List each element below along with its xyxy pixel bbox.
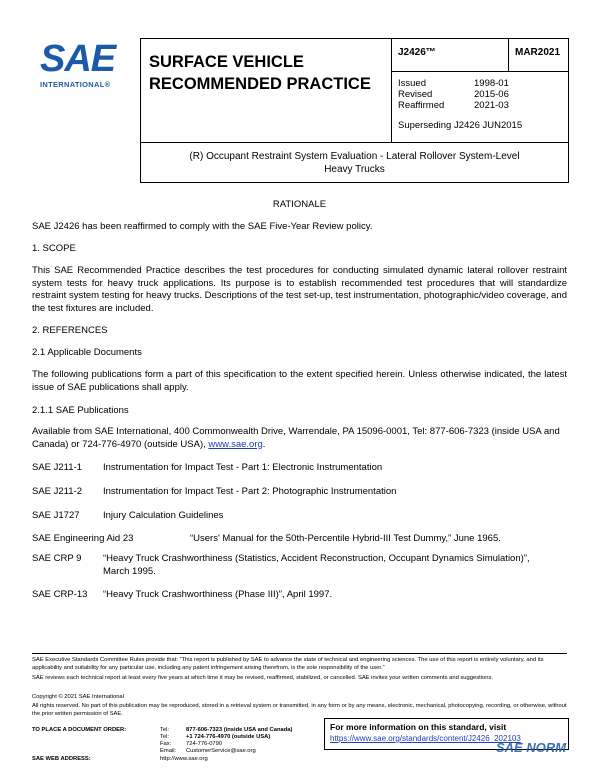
- reference-code: SAE CRP 9: [32, 553, 82, 564]
- email-label: Email:: [160, 748, 177, 754]
- sae-publications-heading: 2.1.1 SAE Publications: [32, 405, 129, 416]
- tel-label: Tel:: [160, 727, 170, 733]
- logo-subtext: INTERNATIONAL®: [40, 80, 111, 89]
- document-date-box: [509, 38, 569, 72]
- revised-label: Revised: [398, 89, 433, 100]
- document-type: [149, 51, 371, 95]
- document-id: J2426™: [398, 47, 436, 58]
- reference-title: Injury Calculation Guidelines: [103, 510, 224, 521]
- reference-title-line2: March 1995.: [103, 566, 156, 577]
- references-heading: 2. REFERENCES: [32, 325, 108, 336]
- document-type-line1: SURFACE VEHICLE: [149, 53, 304, 71]
- reference-title: Instrumentation for Impact Test - Part 1: Electronic Instrumentation: [103, 462, 383, 473]
- tel-value: 877-606-7323 (inside USA and Canada): [186, 727, 293, 733]
- reaffirmed-value: 2021-03: [474, 100, 509, 111]
- availability-body: Available from SAE International, 400 Commonwealth Drive, Warrendale, PA 15096-0001, Tel: 877-606-7323 (inside USA and Canada) or 724-776-4970 (outside USA),: [32, 426, 560, 450]
- revised-row: [398, 89, 509, 100]
- reference-code: SAE J1727: [32, 510, 80, 521]
- review-policy-text: SAE reviews each technical report at least every five years at which time it may be revised, reaffirmed, stabilized, or cancelled. SAE invites your written comments and suggestions.: [32, 675, 493, 681]
- sae-website-link[interactable]: www.sae.org: [208, 438, 263, 450]
- reference-title-line1: “Heavy Truck Crashworthiness (Statistics, Accident Reconstruction, Occupant Dynamics Simulation)”,: [103, 553, 530, 564]
- scope-heading: 1. SCOPE: [32, 243, 76, 254]
- web-value[interactable]: http://www.sae.org: [160, 756, 208, 762]
- committee-rules-text: SAE Executive Standards Committee Rules provide that: “This report is published by SAE to advance the state of technical and engineering sciences. The use of this report is entirely voluntary, and its applicability and suitability for any particular use, including any patent infringement arising therefrom, is the sole responsibility of the user.”: [32, 657, 544, 671]
- reaffirmed-label: Reaffirmed: [398, 100, 445, 111]
- availability-end: .: [262, 438, 266, 450]
- reference-title: “Users' Manual for the 50th-Percentile Hybrid-III Test Dummy,” June 1965.: [190, 533, 501, 544]
- scope-text: This SAE Recommended Practice describes the test procedures for conducting simulated dynamic lateral rollover restraint system tests for heavy truck applications. Its purpose is to establish recommended test procedures that will standardize restraint system testing for heavy trucks. Descriptions of the test set-up, test instrumentation, photographic/video coverage, and the test fixtures are included.: [32, 265, 567, 314]
- reaffirmed-row: [398, 100, 509, 111]
- reference-code: SAE J211-2: [32, 486, 82, 497]
- applicable-documents-heading: 2.1 Applicable Documents: [32, 347, 142, 358]
- reference-code: SAE Engineering Aid 23: [32, 533, 134, 544]
- reference-code: SAE CRP-13: [32, 589, 88, 600]
- document-subject: [140, 143, 569, 183]
- issued-row: [398, 78, 509, 89]
- copyright-text: Copyright © 2021 SAE International: [32, 694, 124, 700]
- document-id-box: [392, 38, 509, 72]
- document-type-line2: RECOMMENDED PRACTICE: [149, 75, 371, 93]
- applicable-documents-text: The following publications form a part of this specification to the extent specified herein. Unless otherwise indicated, the latest issue of SAE publications shall apply.: [32, 369, 567, 393]
- reference-title: Instrumentation for Impact Test - Part 2: Photographic Instrumentation: [103, 486, 397, 497]
- logo-text: SAE: [40, 38, 116, 80]
- fax-label: Fax:: [160, 741, 172, 747]
- availability-text: [32, 426, 567, 451]
- issued-value: 1998-01: [474, 78, 509, 89]
- superseding: Superseding J2426 JUN2015: [398, 120, 523, 131]
- revised-value: 2015-06: [474, 89, 509, 100]
- tel2-label: Tel:: [160, 734, 170, 740]
- rights-text: All rights reserved. No part of this publication may be reproduced, stored in a retrieval system or transmitted, in any form or by any means, electronic, mechanical, photocopying, recording, or otherwise, without the prior written permission of SAE.: [32, 703, 567, 717]
- rationale-text: SAE J2426 has been reaffirmed to comply with the SAE Five-Year Review policy.: [32, 221, 373, 232]
- document-date: MAR2021: [515, 47, 561, 58]
- document-type-box: [140, 38, 392, 143]
- email-value[interactable]: CustomerService@sae.org: [186, 748, 256, 754]
- subject-line1: (R) Occupant Restraint System Evaluation - Lateral Rollover System-Level: [189, 151, 520, 162]
- reference-title: “Heavy Truck Crashworthiness (Phase III)”, April 1997.: [103, 589, 333, 600]
- sae-logo: [32, 38, 138, 96]
- tel2-value: +1 724-776-4970 (outside USA): [186, 734, 271, 740]
- issued-label: Issued: [398, 78, 426, 89]
- issue-history-box: [392, 72, 569, 143]
- sae-norm-watermark: SAE NORM: [496, 740, 567, 755]
- reference-code: SAE J211-1: [32, 462, 82, 473]
- order-label: TO PLACE A DOCUMENT ORDER:: [32, 727, 127, 733]
- web-label: SAE WEB ADDRESS:: [32, 756, 91, 762]
- feedback-text: For more information on this standard, visit: [330, 722, 507, 732]
- fax-value: 724-776-0790: [186, 741, 223, 747]
- rationale-heading: RATIONALE: [272, 199, 327, 210]
- standard-page-link[interactable]: https://www.sae.org/standards/content/J2426_202103: [330, 734, 521, 743]
- subject-line2: Heavy Trucks: [324, 164, 385, 175]
- footer-divider: [32, 653, 567, 654]
